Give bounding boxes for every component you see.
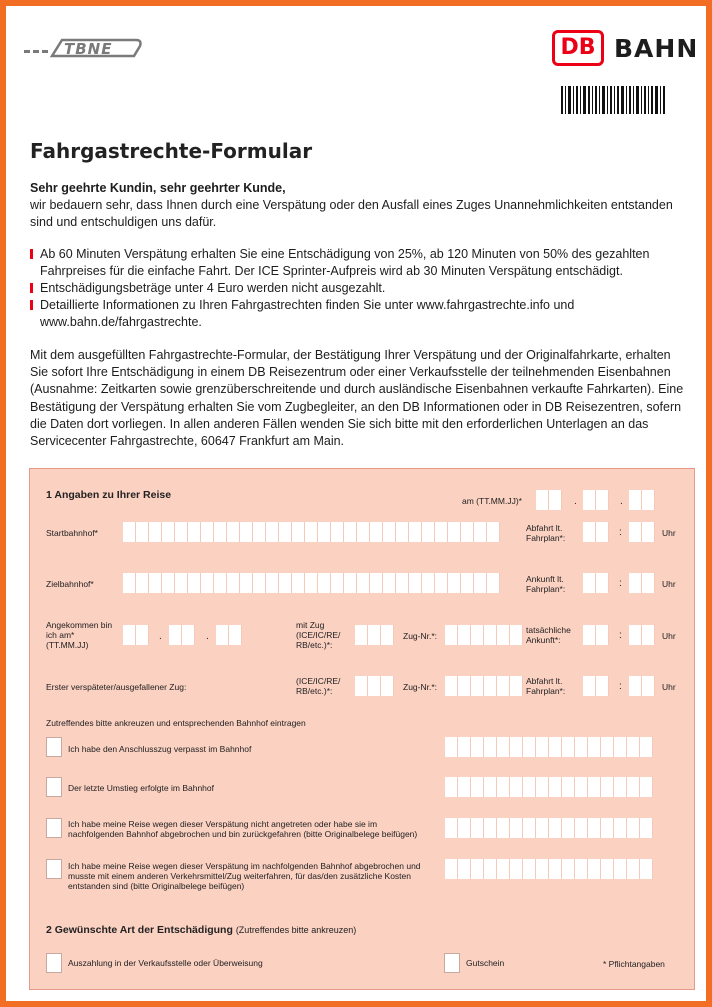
last-transfer-checkbox[interactable] bbox=[46, 777, 62, 797]
train-type-label-2: (ICE/IC/RE/ RB/etc.)*: bbox=[296, 676, 341, 696]
bullet-item: Detaillierte Informationen zu Ihren Fahrgastrechten finden Sie unter www.fahrgastrechte.info und www.bahn.de/fahrgastrechte. bbox=[30, 297, 690, 331]
checkbox-instructions: Zutreffendes bitte ankreuzen und entsprechenden Bahnhof eintragen bbox=[46, 718, 306, 728]
start-station-field[interactable] bbox=[123, 522, 500, 542]
uhr-label: Uhr bbox=[662, 528, 676, 538]
train-type-label: mit Zug (ICE/IC/RE/ RB/etc.)*: bbox=[296, 620, 341, 650]
option-label: Ich habe meine Reise wegen dieser Verspätung nicht angetreten oder habe sie im nachfolgenden Bahnhof abgebrochen und bin zurückgefahren (bitte Originalbelege beifügen) bbox=[68, 819, 418, 839]
travel-day-field[interactable] bbox=[536, 490, 562, 510]
train-number-label-2: Zug-Nr.*: bbox=[403, 682, 438, 692]
date-separator: . bbox=[574, 496, 577, 507]
bullet-item: Ab 60 Minuten Verspätung erhalten Sie eine Entschädigung von 25%, ab 120 Minuten von 50% des gezahlten Fahrpreises für die einfache Fahrt. Der ICE Sprinter-Aufpreis wird ab 30 Minuten Verspätung entschädigt. bbox=[30, 246, 690, 280]
section-2-heading: 2 Gewünschte Art der Entschädigung bbox=[46, 924, 233, 936]
date-separator: . bbox=[159, 631, 162, 642]
time-separator: : bbox=[619, 578, 622, 589]
delayed-train-type-field[interactable] bbox=[355, 676, 394, 696]
train-type-field[interactable] bbox=[355, 625, 394, 645]
required-note: * Pflichtangaben bbox=[603, 959, 665, 969]
date-separator: . bbox=[206, 631, 209, 642]
actual-arrival-minute-field[interactable] bbox=[629, 625, 655, 645]
section-2-subtitle: (Zutreffendes bitte ankreuzen) bbox=[235, 925, 357, 935]
date-separator: . bbox=[620, 496, 623, 507]
travel-month-field[interactable] bbox=[583, 490, 609, 510]
last-transfer-station-field[interactable] bbox=[445, 777, 653, 797]
actual-arrival-label: tatsächliche Ankunft*: bbox=[526, 625, 571, 645]
page-title: Fahrgastrechte-Formular bbox=[30, 139, 313, 163]
time-separator: : bbox=[619, 527, 622, 538]
departure-hour-field[interactable] bbox=[583, 522, 609, 542]
tbne-logo bbox=[24, 36, 144, 62]
intro-block bbox=[30, 180, 690, 231]
payout-label: Auszahlung in der Verkaufsstelle oder Überweisung bbox=[68, 958, 263, 968]
arrived-month-field[interactable] bbox=[169, 625, 195, 645]
departure-minute-field[interactable] bbox=[629, 522, 655, 542]
bullet-list bbox=[30, 246, 690, 331]
first-delayed-train-label: Erster verspäteter/ausgefallener Zug: bbox=[46, 682, 187, 692]
trip-cancelled-station-field[interactable] bbox=[445, 818, 653, 838]
train-number-field[interactable] bbox=[445, 625, 523, 645]
arrived-date-label: Angekommen bin ich am* (TT.MM.JJ) bbox=[46, 620, 113, 650]
uhr-label: Uhr bbox=[662, 631, 676, 641]
actual-arrival-hour-field[interactable] bbox=[583, 625, 609, 645]
arrival-minute-field[interactable] bbox=[629, 573, 655, 593]
alternative-transport-station-field[interactable] bbox=[445, 859, 653, 879]
missed-connection-station-field[interactable] bbox=[445, 737, 653, 757]
section-2-title bbox=[46, 924, 356, 936]
arrival-label: Ankunft lt. Fahrplan*: bbox=[526, 574, 566, 594]
missed-connection-checkbox[interactable] bbox=[46, 737, 62, 757]
destination-field[interactable] bbox=[123, 573, 500, 593]
bahn-wordmark: BAHN bbox=[614, 34, 699, 63]
info-paragraph: Mit dem ausgefüllten Fahrgastrechte-Formular, der Bestätigung Ihrer Verspätung und der Originalfahrkarte, erhalten Sie sofort Ihre Entschädigung in einem DB Reisezentrum oder einer Verkaufsstelle der teilnehmenden Eisenbahnen (Ausnahme: Zeitkarten sowie grenzüberschreitende und durch ausländische Eisenbahnen verkaufte Fahrkarten). Eine Bestätigung der Verspätung erhalten Sie vom Zugbegleiter, an den DB Informationen oder in DB Reisezentren, sofern die Daten dort vorliegen. In allen anderen Fällen wenden Sie sich bitte mit den erforderlichen Unterlagen an das Servicecenter Fahrgastrechte, 60647 Frankfurt am Main. bbox=[30, 348, 684, 449]
bullet-item: Entschädigungsbeträge unter 4 Euro werden nicht ausgezahlt. bbox=[30, 280, 690, 297]
train-number-label: Zug-Nr.*: bbox=[403, 631, 438, 641]
destination-label: Zielbahnhof* bbox=[46, 579, 94, 589]
time-separator: : bbox=[619, 630, 622, 641]
greeting: Sehr geehrte Kundin, sehr geehrter Kunde, bbox=[30, 181, 286, 195]
option-label: Ich habe den Anschlusszug verpasst im Bahnhof bbox=[68, 744, 252, 754]
delayed-train-number-field[interactable] bbox=[445, 676, 523, 696]
barcode bbox=[561, 86, 681, 114]
departure-label-2: Abfahrt lt. Fahrplan*: bbox=[526, 676, 566, 696]
payout-checkbox[interactable] bbox=[46, 953, 62, 973]
uhr-label: Uhr bbox=[662, 682, 676, 692]
tbne-logo-text: TBNE bbox=[64, 40, 113, 58]
db-logo: DB bbox=[552, 30, 604, 66]
arrival-hour-field[interactable] bbox=[583, 573, 609, 593]
arrived-day-field[interactable] bbox=[123, 625, 149, 645]
departure-label: Abfahrt lt. Fahrplan*: bbox=[526, 523, 566, 543]
start-station-label: Startbahnhof* bbox=[46, 528, 98, 538]
date-label: am (TT.MM.JJ)* bbox=[462, 496, 522, 506]
arrived-year-field[interactable] bbox=[216, 625, 242, 645]
section-1-title: 1 Angaben zu Ihrer Reise bbox=[46, 489, 172, 501]
option-label: Der letzte Umstieg erfolgte im Bahnhof bbox=[68, 783, 214, 793]
voucher-checkbox[interactable] bbox=[444, 953, 460, 973]
delayed-departure-hour-field[interactable] bbox=[583, 676, 609, 696]
claim-form bbox=[29, 468, 695, 990]
option-label: Ich habe meine Reise wegen dieser Verspätung im nachfolgenden Bahnhof abgebrochen und musste mit einem anderen Verkehrsmittel/Zug weiterfahren, für das/den zusätzliche Kosten entstanden sind (bitte Originalbelege beifügen) bbox=[68, 861, 421, 891]
voucher-label: Gutschein bbox=[466, 958, 505, 968]
uhr-label: Uhr bbox=[662, 579, 676, 589]
alternative-transport-checkbox[interactable] bbox=[46, 859, 62, 879]
trip-cancelled-checkbox[interactable] bbox=[46, 818, 62, 838]
delayed-departure-minute-field[interactable] bbox=[629, 676, 655, 696]
time-separator: : bbox=[619, 681, 622, 692]
intro-text: wir bedauern sehr, dass Ihnen durch eine Verspätung oder den Ausfall eines Zuges Unannehmlichkeiten entstanden sind und entschuldigen uns dafür. bbox=[30, 198, 673, 229]
travel-year-field[interactable] bbox=[629, 490, 655, 510]
